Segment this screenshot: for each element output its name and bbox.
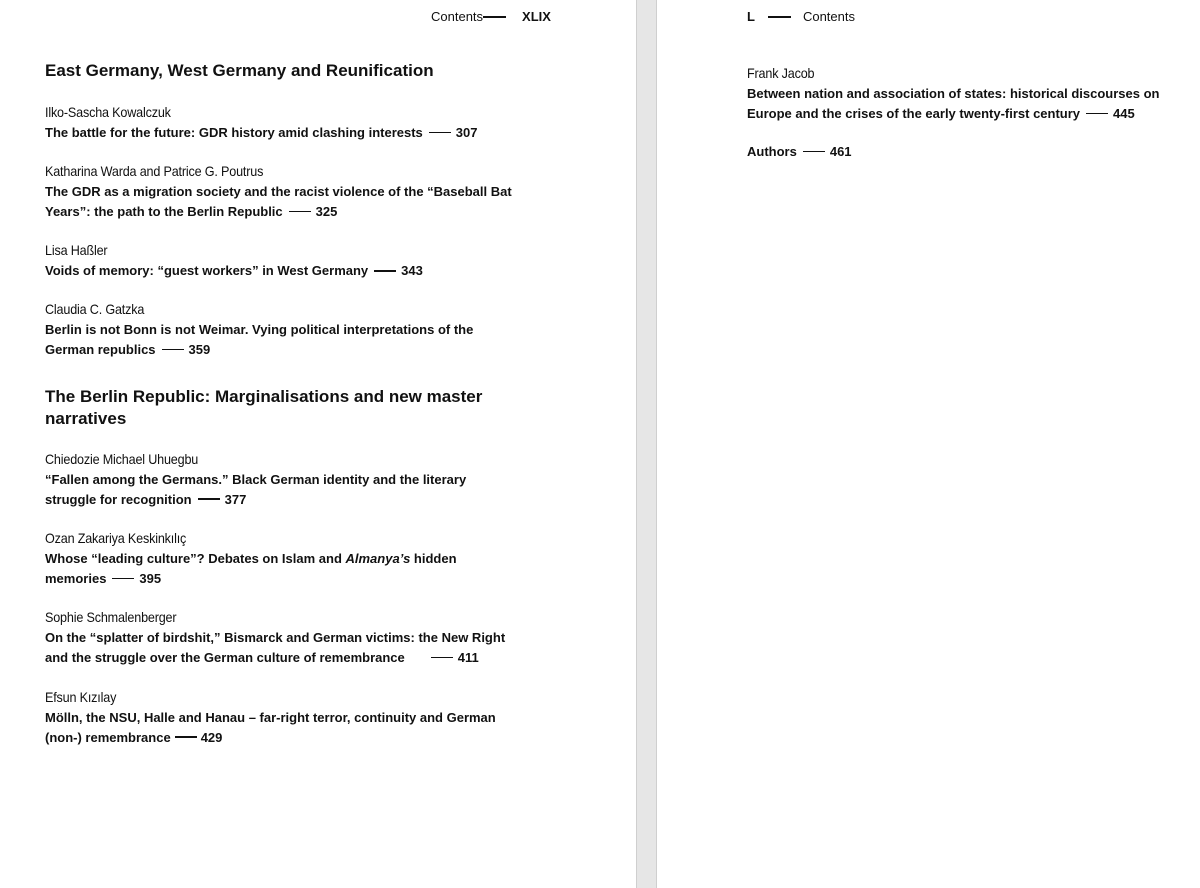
- left-running-head: [431, 9, 551, 25]
- entry-author: Frank Jacob: [747, 65, 815, 81]
- toc-entry[interactable]: [747, 64, 1177, 123]
- authors-label: Authors: [747, 144, 797, 159]
- entry-page-number: 377: [224, 491, 247, 507]
- entry-page-number: 325: [315, 203, 338, 219]
- entry-page-number: 395: [139, 570, 162, 586]
- entry-title: [45, 708, 515, 747]
- entry-title: [747, 142, 1177, 162]
- entry-title-text: The battle for the future: GDR history amid clashing interests: [45, 125, 423, 140]
- entry-title: [45, 182, 515, 221]
- entry-title-text: Between nation and association of states: historical discourses on Europe and the crises of the early twenty-first century: [747, 86, 1160, 121]
- entry-title: [45, 123, 515, 143]
- running-head-label: Contents: [802, 9, 855, 24]
- entry-author: Sophie Schmalenberger: [45, 609, 177, 625]
- entry-title-italic: Almanya’s: [345, 551, 411, 566]
- entry-page-number: 343: [401, 263, 423, 278]
- entry-title-text: “Fallen among the Germans.” Black German identity and the literary struggle for recognition: [45, 472, 467, 507]
- entry-author: Claudia C. Gatzka: [45, 301, 145, 317]
- toc-entry[interactable]: [45, 300, 515, 359]
- toc-entry[interactable]: [45, 103, 515, 143]
- entry-title-text: Mölln, the NSU, Halle and Hanau – far-right terror, continuity and German (non-) remembrance: [45, 710, 496, 745]
- leader-rule: [1086, 113, 1108, 114]
- entry-title-text: The GDR as a migration society and the racist violence of the “Baseball Bat Years”: the path to the Berlin Republic: [45, 184, 512, 219]
- entry-title-text: hidden memories: [45, 551, 457, 586]
- entry-title: [45, 320, 515, 359]
- leader-rule: [112, 578, 134, 579]
- page-gutter: [636, 0, 657, 888]
- leader-rule: [175, 736, 197, 738]
- entry-page-number: 411: [457, 649, 479, 665]
- running-head-rule: [768, 16, 791, 18]
- section-heading: East Germany, West Germany and Reunification: [45, 61, 434, 80]
- right-running-head: [747, 9, 855, 25]
- leader-rule: [429, 132, 451, 133]
- entry-page-number: 307: [455, 125, 478, 140]
- page-folio: L: [747, 9, 755, 24]
- running-head-label: Contents: [431, 9, 484, 24]
- toc-entry[interactable]: [45, 162, 515, 221]
- entry-page-number: 461: [829, 144, 852, 159]
- entry-title: [45, 549, 515, 588]
- toc-entry[interactable]: [45, 241, 515, 281]
- leader-rule: [162, 349, 184, 350]
- entry-author: Chiedozie Michael Uhuegbu: [45, 451, 199, 467]
- entry-author: Ilko-Sascha Kowalczuk: [45, 104, 171, 120]
- toc-entry-authors[interactable]: [747, 142, 1177, 162]
- entry-author: Katharina Warda and Patrice G. Poutrus: [45, 163, 264, 179]
- page-folio: XLIX: [522, 9, 551, 24]
- toc-entry[interactable]: [45, 529, 515, 588]
- toc-entry[interactable]: [45, 608, 515, 667]
- entry-page-number: 359: [188, 341, 211, 357]
- entry-author: Lisa Haßler: [45, 242, 108, 258]
- right-page: [657, 0, 1200, 888]
- running-head-rule: [483, 16, 506, 18]
- entry-title-text: Whose “leading culture”? Debates on Islam and: [45, 551, 346, 566]
- toc-entry[interactable]: [45, 450, 515, 509]
- leader-rule: [198, 498, 220, 500]
- leader-rule: [803, 151, 825, 152]
- entry-title-text: Berlin is not Bonn is not Weimar. Vying political interpretations of the German republics: [45, 322, 474, 357]
- section-heading: The Berlin Republic: Marginalisations and new master narratives: [45, 387, 483, 428]
- leader-rule: [431, 657, 453, 658]
- entry-author: Efsun Kızılay: [45, 689, 117, 705]
- toc-entry[interactable]: [45, 688, 515, 747]
- entry-page-number: 445: [1113, 105, 1135, 121]
- entry-page-number: 429: [200, 729, 223, 745]
- entry-title: [45, 261, 515, 281]
- leader-rule: [289, 211, 311, 212]
- entry-title: [45, 470, 515, 509]
- entry-title-text: On the “splatter of birdshit,” Bismarck and German victims: the New Right and the struggle over the German culture of remembrance: [45, 630, 506, 665]
- entry-author: Ozan Zakariya Keskinkılıç: [45, 530, 187, 546]
- entry-title: [45, 628, 515, 667]
- leader-rule: [374, 270, 396, 272]
- entry-title-text: Voids of memory: “guest workers” in West Germany: [45, 263, 369, 278]
- entry-title: [747, 84, 1177, 123]
